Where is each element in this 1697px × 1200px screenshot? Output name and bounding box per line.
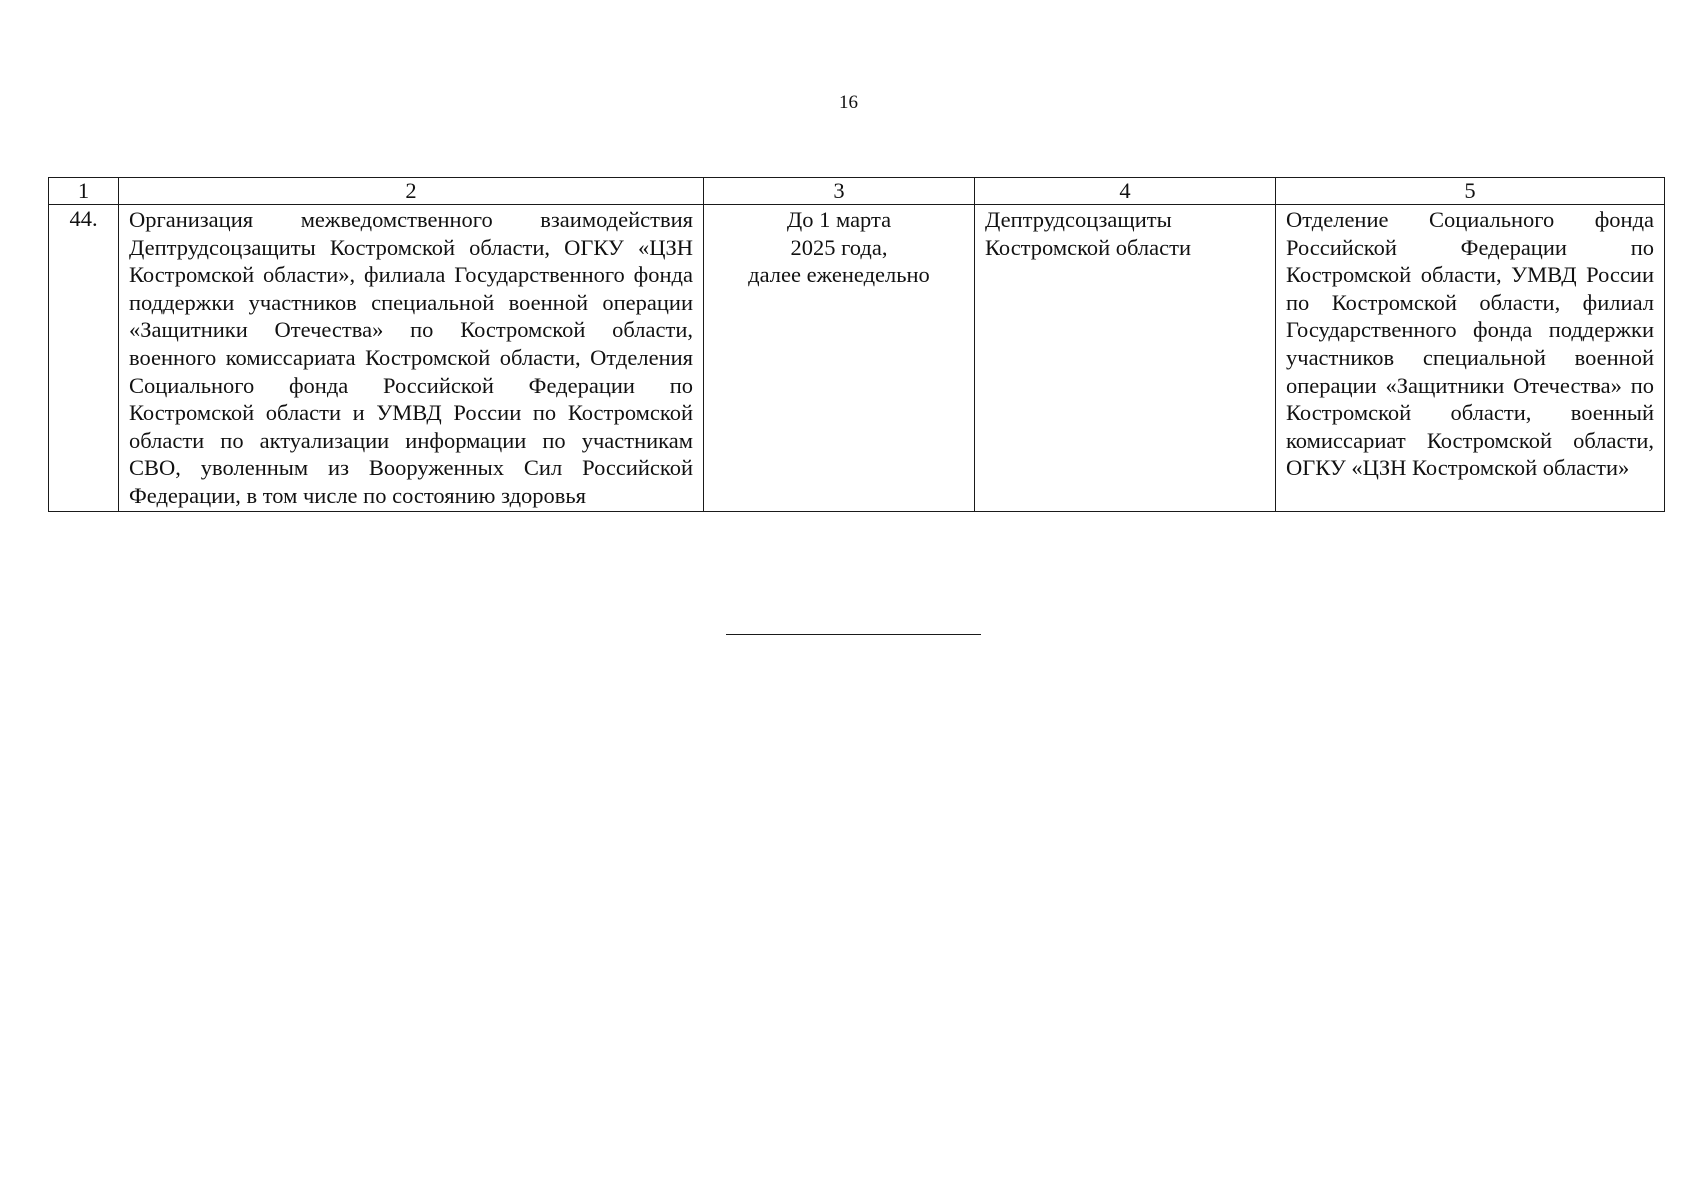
table-header-row: [49, 178, 1665, 205]
header-col-1: 1: [49, 178, 119, 205]
header-col-2: 2: [119, 178, 704, 205]
header-col-4: 4: [975, 178, 1276, 205]
page-number: 16: [839, 92, 858, 113]
row-number: 44.: [49, 205, 119, 512]
deadline-line-3: далее еженедельно: [748, 262, 930, 288]
table-row: [49, 205, 1665, 512]
header-col-5: 5: [1276, 178, 1665, 205]
row-responsible: [975, 205, 1276, 512]
measures-table: [48, 177, 1665, 512]
deadline-line-1: До 1 марта: [786, 207, 892, 232]
row-participants: Отделение Социального фонда Российской Федерации по Костромской области, УМВД России по Костромской области, филиал Государственного фонда поддержки участников специальной военной операции «Защитники Отечества» по Костромской области, военный комиссариат Костромской области, ОГКУ «ЦЗН Костромской области»: [1276, 205, 1665, 512]
row-description: Организация межведомственного взаимодействия Дептрудсоцзащиты Костромской области, ОГКУ «ЦЗН Костромской области», филиала Государственного фонда поддержки участников специальной военной операции «Защитники Отечества» по Костромской области, военного комиссариата Костромской области, Отделения Социального фонда Российской Федерации по Костромской области и УМВД России по Костромской области по актуализации информации по участникам СВО, уволенным из Вооруженных Сил Российской Федерации, в том числе по состоянию здоровья: [119, 205, 704, 512]
row-deadline: [704, 205, 975, 512]
deadline-line-2: 2025 года,: [790, 234, 888, 260]
responsible-line-2: Костромской области: [985, 234, 1192, 260]
end-separator-line: [726, 634, 981, 635]
header-col-3: 3: [704, 178, 975, 205]
responsible-line-1: Дептрудсоцзащиты: [985, 207, 1172, 232]
